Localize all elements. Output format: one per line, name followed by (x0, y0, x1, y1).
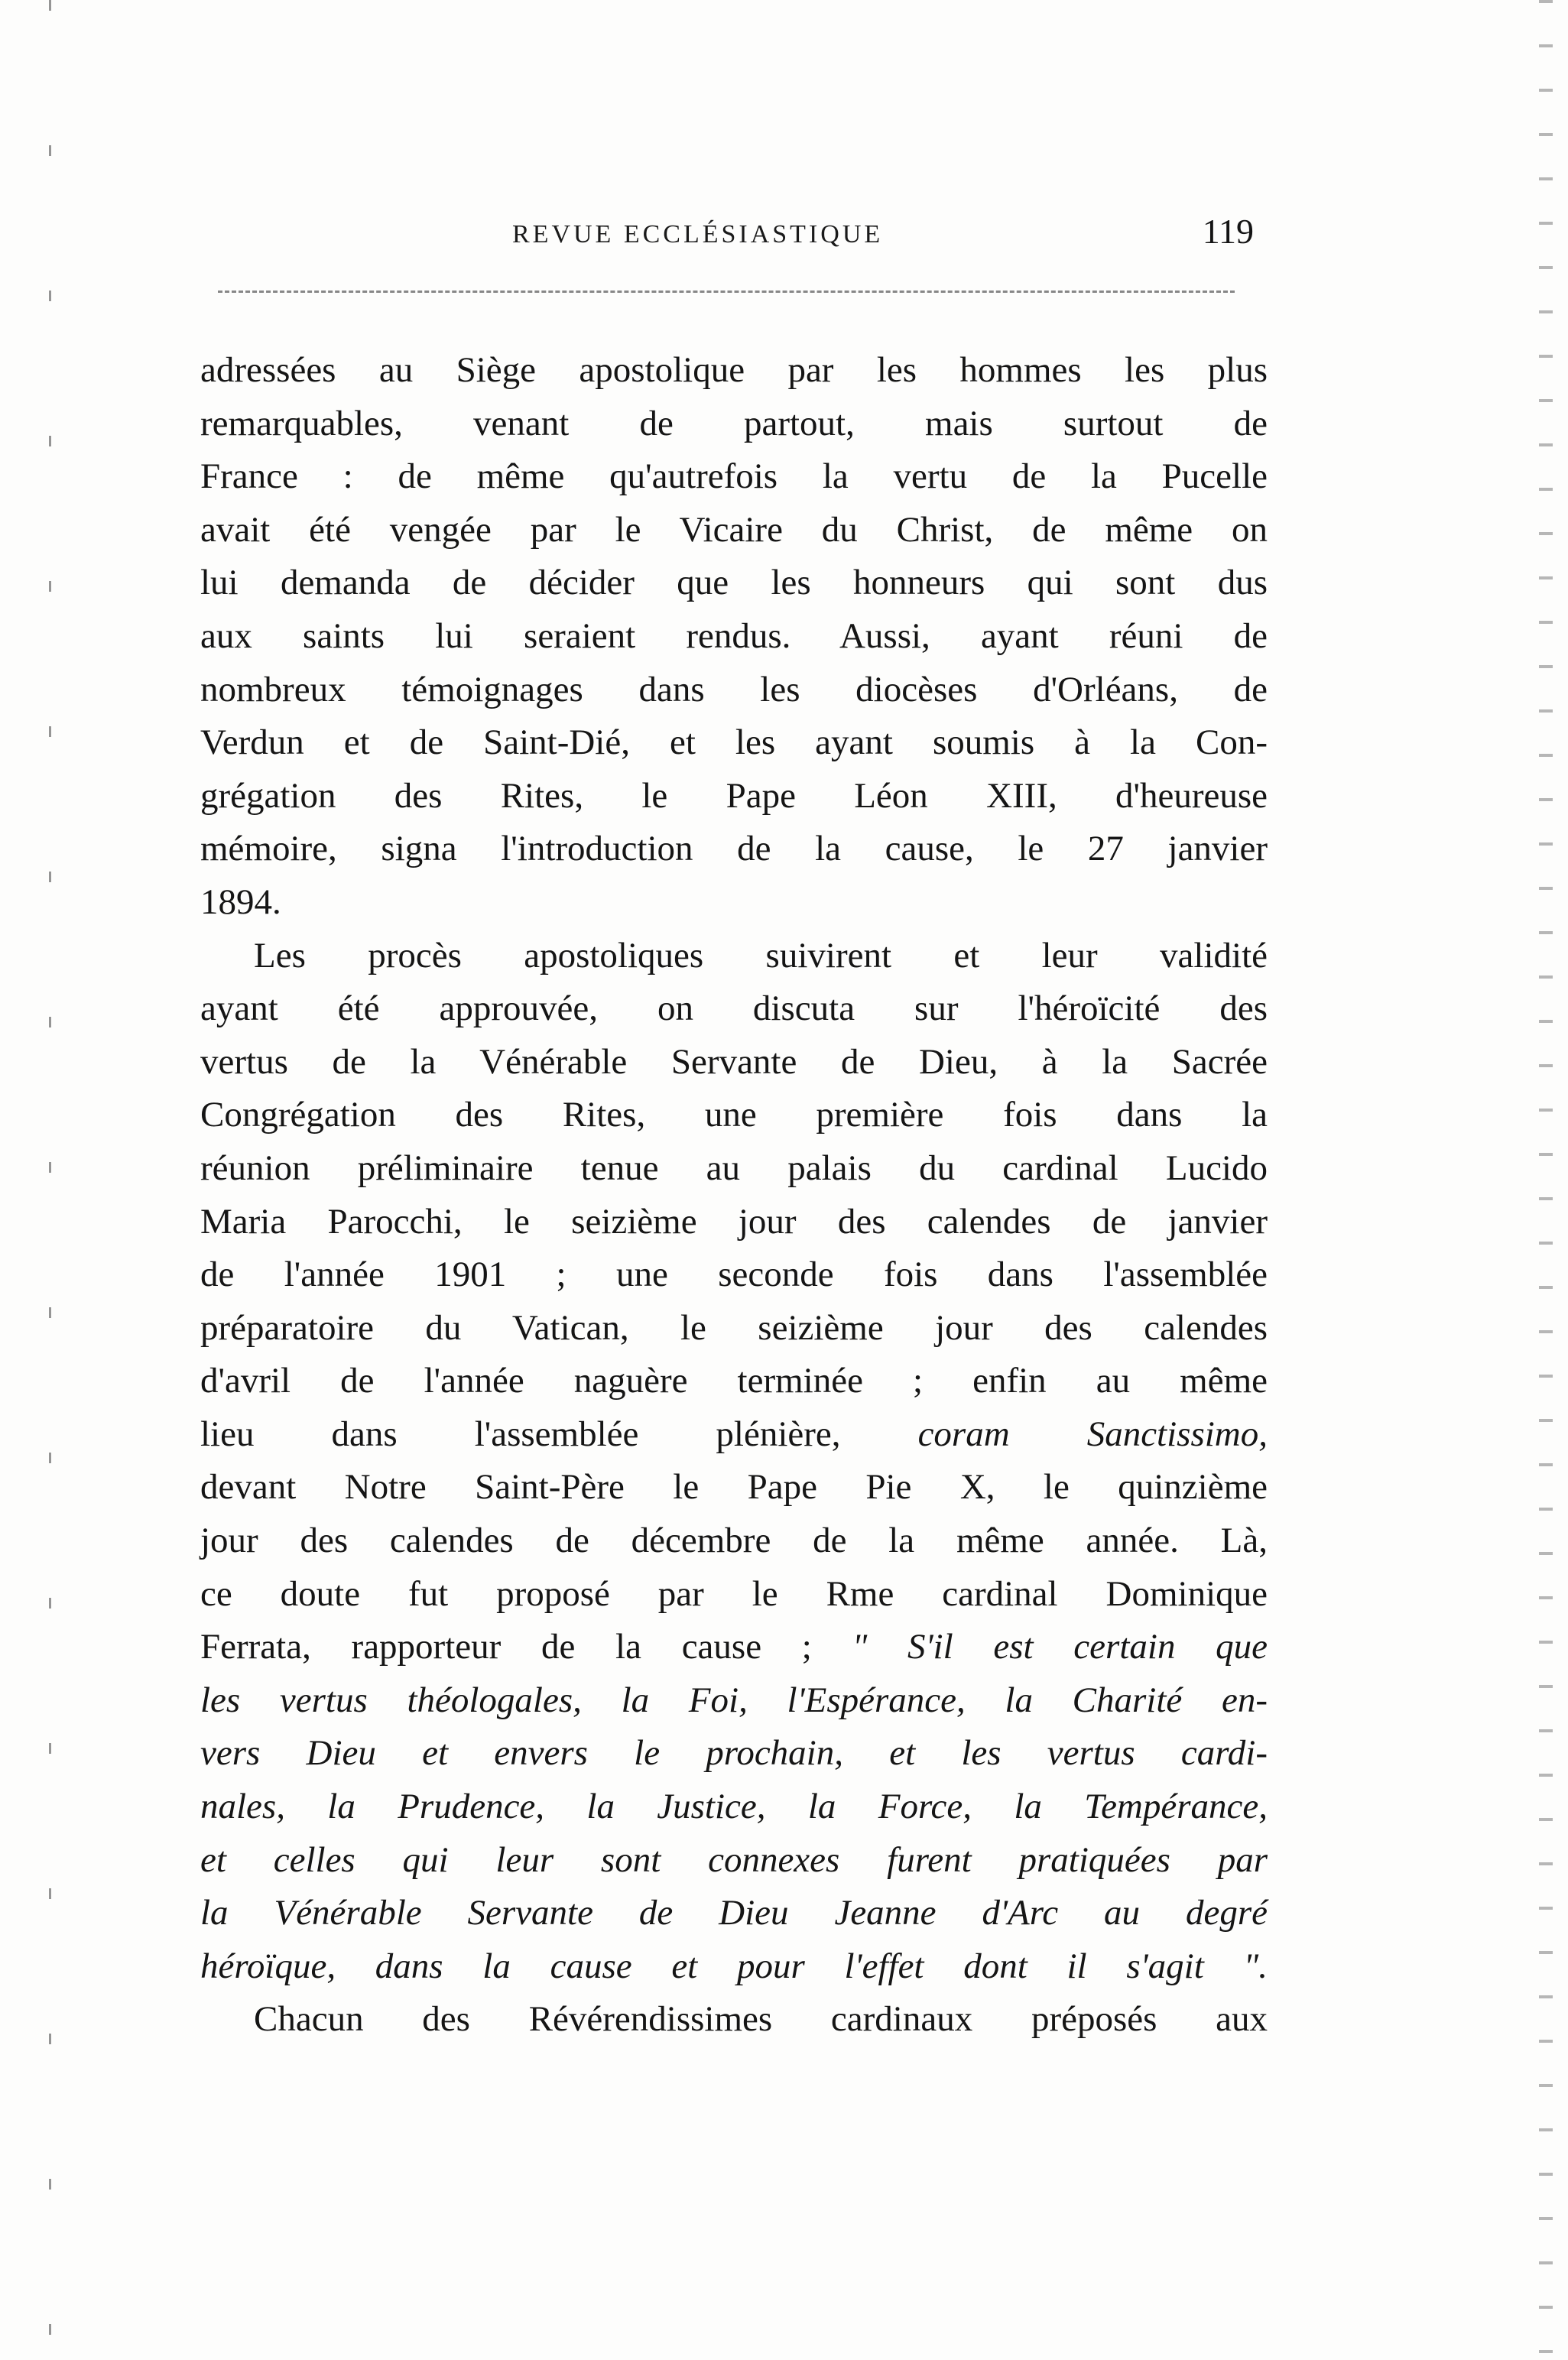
text-line: Congrégation des Rites, une première fois dans la (200, 1095, 1268, 1135)
text-line: Les procès apostoliques suivirent et leur validité (254, 935, 1268, 975)
text-line: remarquables, venant de partout, mais surtout de (200, 403, 1268, 443)
text-line: vers Dieu et envers le prochain, et les vertus cardi- (200, 1733, 1268, 1774)
text-line: avait été vengée par le Vicaire du Christ, de même on (200, 509, 1268, 550)
text-line: héroïque, dans la cause et pour l'effet dont il s'agit ". (200, 1946, 1268, 1986)
text-line: 1894. (200, 881, 281, 922)
text-line: d'avril de l'année naguère terminée ; enfin au même (200, 1361, 1268, 1401)
scan-edge-right (1539, 0, 1553, 2360)
text-line: la Vénérable Servante de Dieu Jeanne d'Arc au degré (200, 1893, 1268, 1933)
running-head (199, 211, 1254, 257)
text-segment: Ferrata, rapporteur de la cause ; (200, 1627, 812, 1667)
journal-title: REVUE ECCLÉSIASTIQUE (512, 220, 884, 248)
text-line: adressées au Siège apostolique par les hommes les plus (200, 350, 1268, 390)
text-segment: lieu dans l'assemblée plénière, (200, 1414, 841, 1454)
text-line: Chacun des Révérendissimes cardinaux préposés aux (254, 1999, 1268, 2040)
text-line: Maria Parocchi, le seizième jour des calendes de janvier (200, 1201, 1268, 1242)
text-line (200, 1408, 1268, 1462)
text-line: vertus de la Vénérable Servante de Dieu, à la Sacrée (200, 1041, 1268, 1082)
text-line: réunion préliminaire tenue au palais du cardinal Lucido (200, 1148, 1268, 1188)
text-line: mémoire, signa l'introduction de la cause, le 27 janvier (200, 829, 1268, 869)
text-line: les vertus théologales, la Foi, l'Espérance, la Charité en- (200, 1680, 1268, 1720)
text-line: devant Notre Saint-Père le Pape Pie X, le quinzième (200, 1467, 1268, 1508)
text-line: de l'année 1901 ; une seconde fois dans l'assemblée (200, 1255, 1268, 1295)
text-line: jour des calendes de décembre de la même année. Là, (200, 1521, 1268, 1561)
italic-quote-start: " S'il est certain que (852, 1627, 1268, 1667)
header-rule (218, 291, 1235, 293)
italic-phrase: coram Sanctissimo, (917, 1414, 1268, 1454)
text-line: nombreux témoignages dans les diocèses d'Orléans, de (200, 669, 1268, 709)
text-line: Verdun et de Saint-Dié, et les ayant soumis à la Con- (200, 722, 1268, 763)
text-line: nales, la Prudence, la Justice, la Force, la Tempérance, (200, 1787, 1268, 1827)
text-line (200, 1621, 1268, 1674)
text-line: aux saints lui seraient rendus. Aussi, ayant réuni de (200, 615, 1268, 656)
text-line: et celles qui leur sont connexes furent pratiquées par (200, 1839, 1268, 1880)
page-number: 119 (1202, 212, 1254, 251)
body-text (200, 344, 1268, 2047)
text-line: ayant été approuvée, on discuta sur l'héroïcité des (200, 988, 1268, 1029)
text-line: lui demanda de décider que les honneurs qui sont dus (200, 563, 1268, 603)
text-line: préparatoire du Vatican, le seizième jour des calendes (200, 1307, 1268, 1348)
text-line: grégation des Rites, le Pape Léon XIII, d'heureuse (200, 775, 1268, 816)
text-line: France : de même qu'autrefois la vertu de la Pucelle (200, 456, 1268, 497)
scan-edge-left (49, 0, 51, 2360)
text-line: ce doute fut proposé par le Rme cardinal Dominique (200, 1573, 1268, 1614)
